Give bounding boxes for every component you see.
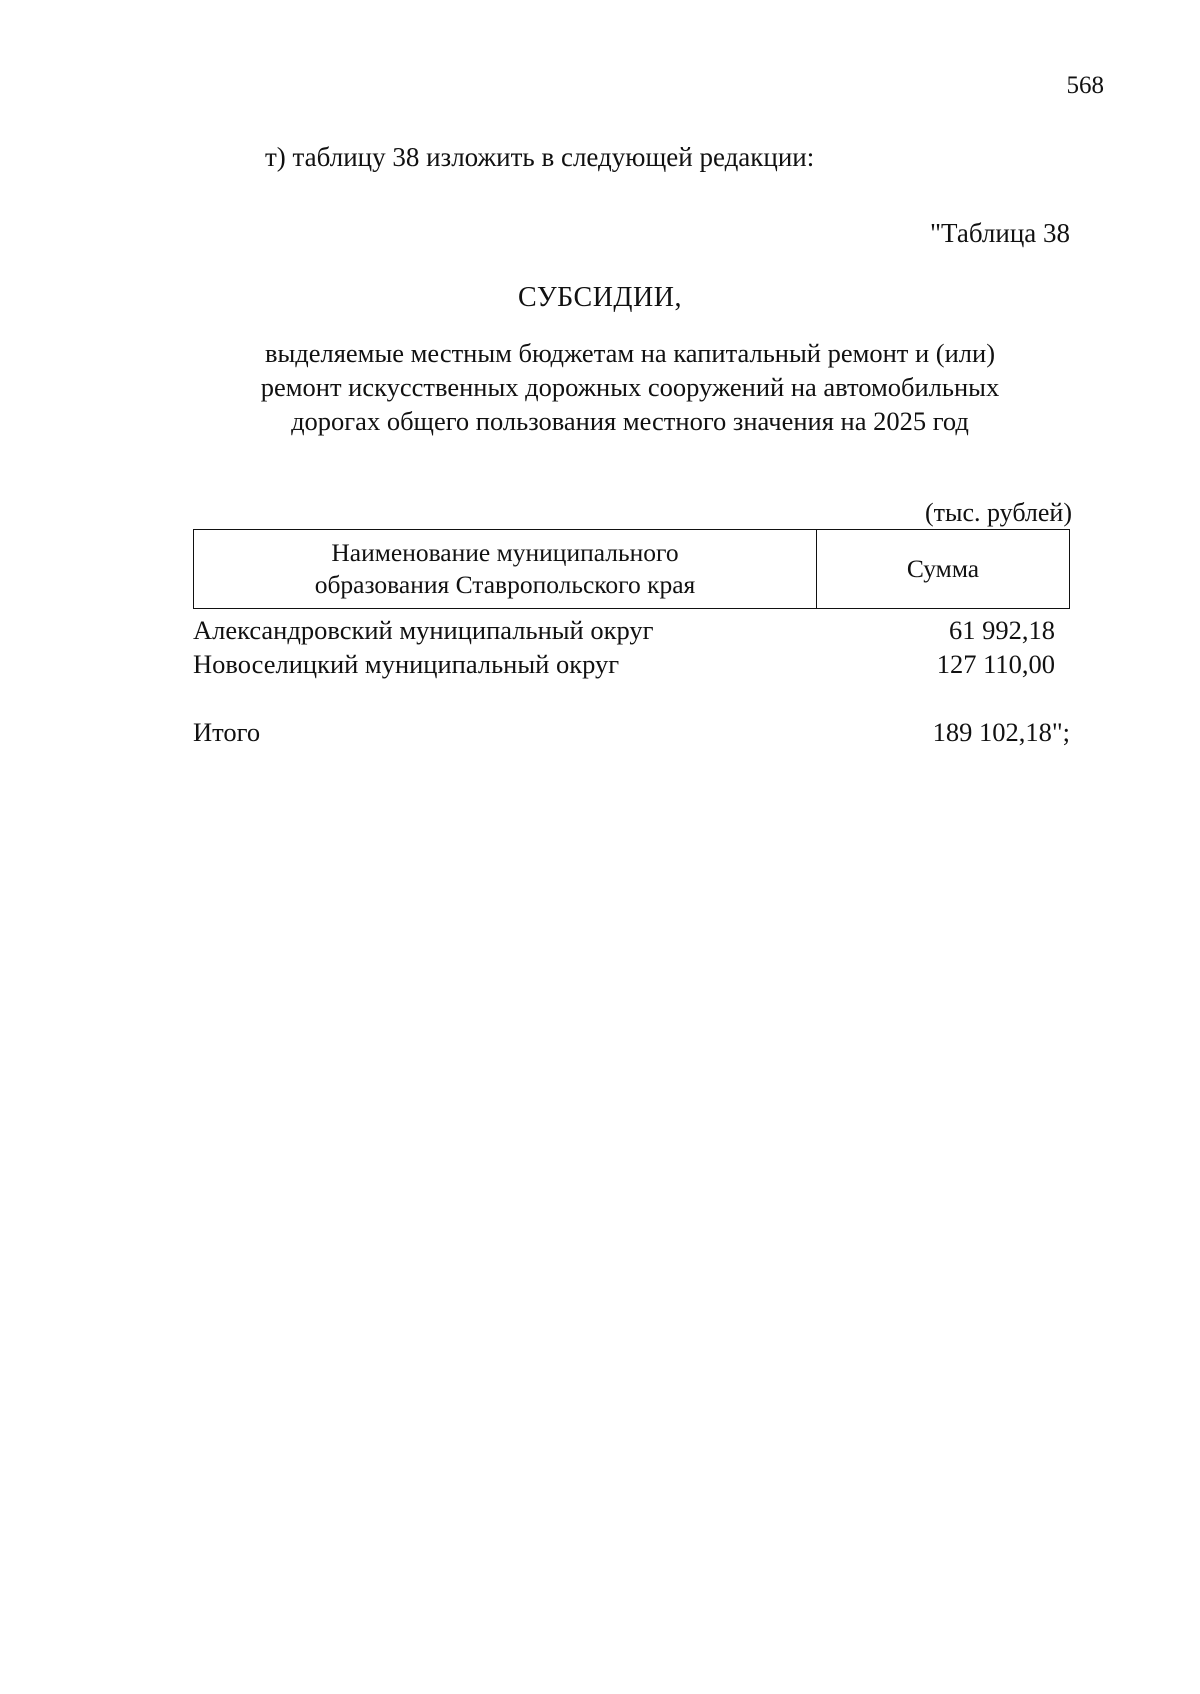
subtitle-line: выделяемые местным бюджетам на капитальный ремонт и (или) <box>264 338 996 368</box>
page-number: 568 <box>1066 72 1104 99</box>
document-subtitle <box>200 336 1060 438</box>
total-amount: 189 102,18"; <box>932 717 1070 747</box>
table-row <box>193 613 1070 647</box>
header-sum-cell: Сумма <box>906 554 980 583</box>
row-amount: 127 110,00 <box>936 649 1055 679</box>
units-label: (тыс. рублей) <box>924 498 1072 527</box>
subtitle-line: дорогах общего пользования местного значения на 2025 год <box>291 406 969 436</box>
intro-text: т) таблицу 38 изложить в следующей редакции: <box>265 142 815 172</box>
header-name-line: образования Ставропольского края <box>314 570 696 599</box>
row-name: Новоселицкий муниципальный округ <box>193 649 620 679</box>
table-reference: "Таблица 38 <box>930 218 1070 248</box>
table-header <box>193 529 1070 609</box>
table-body <box>193 613 1070 749</box>
document-title: СУБСИДИИ, <box>518 282 682 313</box>
header-name-line: Наименование муниципального <box>331 538 679 567</box>
subtitle-line: ремонт искусственных дорожных сооружений на автомобильных <box>260 372 1000 402</box>
row-amount: 61 992,18 <box>949 615 1055 645</box>
total-label: Итого <box>193 717 261 747</box>
header-name-cell <box>194 530 817 608</box>
total-row <box>193 715 1070 749</box>
subsidies-table <box>193 529 1070 749</box>
table-row <box>193 647 1070 681</box>
row-name: Александровский муниципальный округ <box>193 615 654 645</box>
